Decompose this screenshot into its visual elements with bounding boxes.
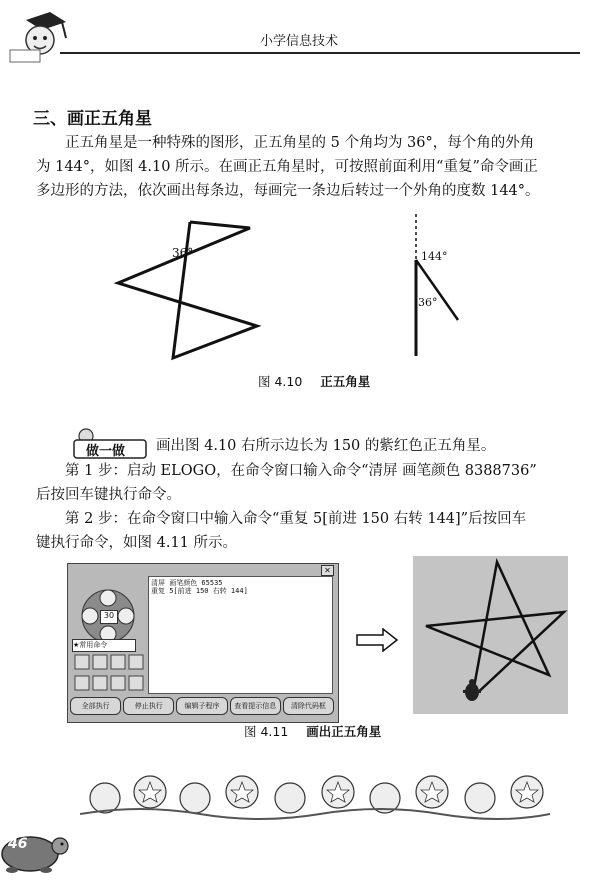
step-line: 后按回车键执行命令。 [36, 487, 181, 503]
drawing-result-panel [413, 556, 568, 714]
dropdown-label: ★常用命令 [73, 641, 108, 649]
command-button-row [70, 697, 334, 715]
paragraph-line: 为 144°，如图 4.10 所示。在画正五角星时，可按照前面利用“重复”命令画正 [36, 159, 538, 175]
do-it-label: 做一做 [86, 444, 126, 459]
decorative-flower-border [80, 768, 550, 820]
steps-paragraph [36, 459, 576, 555]
command-dropdown [72, 639, 136, 652]
figure-4-10-angle-diagram [400, 210, 470, 360]
header-rule [60, 52, 580, 54]
edit-subprogram-button: 编辑子程序 [176, 697, 227, 715]
paragraph-line: 多边形的方法，依次画出每条边，每画完一条边后转过一个外角的度数 144°。 [36, 183, 540, 199]
clear-code-button: 清除代码框 [283, 697, 334, 715]
direction-dial [80, 588, 136, 644]
run-all-button: 全部执行 [70, 697, 121, 715]
exterior-angle-label: 144° [421, 250, 448, 263]
step-line: 第 1 步：启动 ELOGO，在命令窗口输入命令“清屏 画笔颜色 8388736” [65, 463, 537, 479]
figure-4-10-caption [258, 372, 370, 390]
dial-value: 30 [100, 610, 118, 624]
caption-number: 图 4.10 [258, 374, 303, 389]
paragraph-line: 正五角星是一种特殊的图形，正五角星的 5 个角均为 36°，每个角的外角 [65, 135, 535, 151]
section-title: 三、画正五角星 [33, 109, 152, 129]
command-line: 清屏 画笔颜色 65535 [151, 579, 223, 587]
tool-icon-grid [74, 654, 146, 694]
caption-label: 画出正五角星 [306, 724, 382, 739]
close-icon: ✕ [321, 565, 334, 576]
command-window [148, 576, 333, 694]
intro-paragraph [36, 131, 576, 203]
star-angle-label: 36° [172, 246, 194, 260]
figure-4-10-star [110, 210, 270, 370]
header-title: 小学信息技术 [260, 34, 339, 49]
figure-4-11-caption [244, 722, 381, 740]
do-it-badge [72, 428, 150, 460]
stop-button: 停止执行 [123, 697, 174, 715]
step-line: 键执行命令，如图 4.11 所示。 [36, 535, 238, 551]
inner-angle-label: 36° [418, 296, 438, 309]
page-number: 46 [8, 836, 28, 852]
arrow-right-icon [355, 628, 399, 652]
caption-number: 图 4.11 [244, 724, 289, 739]
view-hints-button: 查看提示信息 [230, 697, 281, 715]
do-it-task: 画出图 4.10 右所示边长为 150 的紫红色正五角星。 [156, 438, 496, 454]
step-line: 第 2 步：在命令窗口中输入命令“重复 5[前进 150 右转 144]”后按回车 [65, 511, 527, 527]
caption-label: 正五角星 [320, 374, 371, 389]
mascot-logo [4, 6, 74, 64]
command-line: 重复 5[前进 150 右转 144] [151, 587, 248, 595]
